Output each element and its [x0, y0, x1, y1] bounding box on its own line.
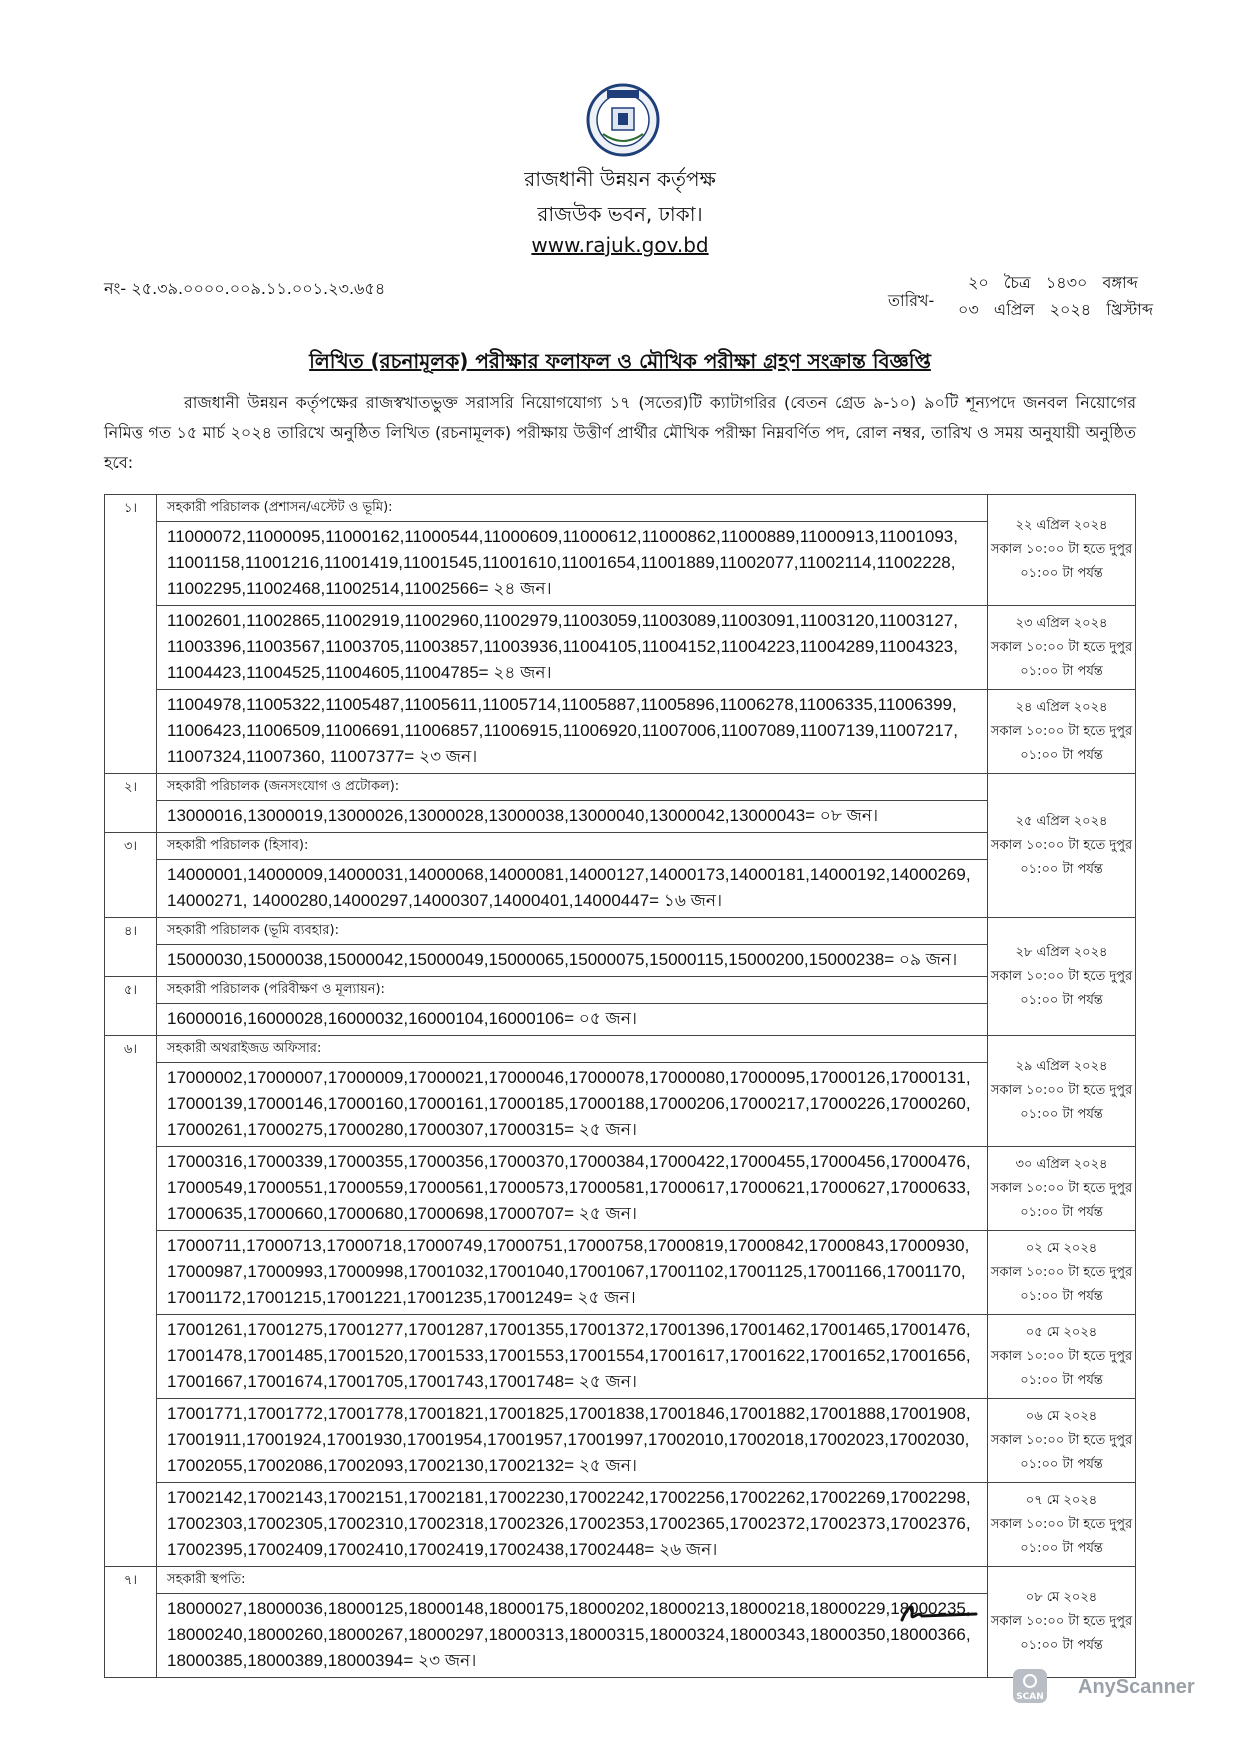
org-name: রাজধানী উন্নয়ন কর্তৃপক্ষ [524, 167, 716, 191]
roll-numbers: 14000001,14000009,14000031,14000068,14000081,14000127,14000173,14000181,14000192,14000269, 14000271, 14000280,14000297,14000307,14000401,14000447= ১৬ জন। [167, 865, 971, 910]
rajuk-logo-icon [585, 82, 661, 158]
schedule-cell: ০৬ মে ২০২৪ সকাল ১০:০০ টা হতে দুপুর ০১:০০ টা পর্যন্ত [988, 1399, 1136, 1483]
roll-cell [157, 1147, 988, 1231]
roll-numbers: 17001771,17001772,17001778,17001821,17001825,17001838,17001846,17001882,17001888,17001908, 17001911,17001924,17001930,17001954,17001957,17001997,17002010,17002018,17002023,17002030, 17002055,17002086,17002093,17002130,17002132= ২৫ জন। [167, 1404, 971, 1475]
post-name: সহকারী পরিচালক (প্রশাসন/এস্টেট ও ভূমি): [157, 495, 987, 522]
roll-cell [157, 833, 988, 918]
roll-cell [157, 977, 988, 1036]
table-row [105, 1231, 1136, 1315]
table-row [105, 1315, 1136, 1399]
roll-numbers: 17000002,17000007,17000009,17000021,17000046,17000078,17000080,17000095,17000126,17000131, 17000139,17000146,17000160,17000161,17000185,17000188,17000206,17000217,17000226,17000260, 17000261,17000275,17000280,17000307,17000315= ২৫ জন। [167, 1068, 971, 1139]
serial-number: ৬। [105, 1036, 157, 1567]
table-row [105, 833, 1136, 918]
roll-cell [157, 1399, 988, 1483]
date-label: তারিখ- [888, 291, 935, 310]
roll-numbers: 13000016,13000019,13000026,13000028,13000038,13000040,13000042,13000043= ০৮ জন। [167, 806, 879, 825]
scanner-app-watermark: AnyScanner [1078, 1676, 1195, 1698]
schedule-cell: ২৫ এপ্রিল ২০২৪ সকাল ১০:০০ টা হতে দুপুর ০১:০০ টা পর্যন্ত [988, 774, 1136, 918]
roll-cell [157, 1231, 988, 1315]
table-row [105, 1147, 1136, 1231]
viva-schedule-table [104, 494, 1136, 1678]
serial-number: ৩। [105, 833, 157, 918]
roll-numbers: 17000711,17000713,17000718,17000749,17000751,17000758,17000819,17000842,17000843,17000930, 17000987,17000993,17000998,17001032,17001040,17001067,17001102,17001125,17001166,17001170, 17001172,17001215,17001221,17001235,17001249= ২৫ জন। [167, 1236, 970, 1307]
roll-numbers: 11002601,11002865,11002919,11002960,11002979,11003059,11003089,11003091,11003120,11003127, 11003396,11003567,11003705,11003857,11003936,11004105,11004152,11004223,11004289,11004323, 11004423,11004525,11004605,11004785= ২৪ জন। [167, 611, 958, 682]
schedule-cell: ০৫ মে ২০২৪ সকাল ১০:০০ টা হতে দুপুর ০১:০০ টা পর্যন্ত [988, 1315, 1136, 1399]
scan-badge-icon [1012, 1668, 1048, 1704]
roll-numbers: 18000027,18000036,18000125,18000148,18000175,18000202,18000213,18000218,18000229,18000235, 18000240,18000260,18000267,18000297,18000313,18000315,18000324,18000343,18000350,18000366, 18000385,18000389,18000394= ২৩ জন। [167, 1599, 971, 1670]
roll-numbers: 11004978,11005322,11005487,11005611,11005714,11005887,11005896,11006278,11006335,11006399, 11006423,11006509,11006691,11006857,11006915,11006920,11007006,11007089,11007139,11007217, 11007324,11007360, 11007377= ২৩ জন। [167, 695, 958, 766]
notice-intro: রাজধানী উন্নয়ন কর্তৃপক্ষের রাজস্বখাতভুক্ত সরাসরি নিয়োগযোগ্য ১৭ (সতের)টি ক্যাটাগরির (বেতন গ্রেড ৯-১০) ৯০টি শূন্যপদে জনবল নিয়োগের নিমিত্ত গত ১৫ মার্চ ২০২৪ তারিখে অনুষ্ঠিত লিখিত (রচনামূলক) পরীক্ষায় উত্তীর্ণ প্রার্থীর মৌখিক পরীক্ষা নিম্নবর্ণিত পদ, রোল নম্বর, তারিখ ও সময় অনুযায়ী অনুষ্ঠিত হবে: [104, 393, 1136, 472]
serial-number: ৪। [105, 918, 157, 977]
roll-cell [157, 495, 988, 606]
table-row [105, 606, 1136, 690]
table-row [105, 1483, 1136, 1567]
post-name: সহকারী অথরাইজড অফিসার: [157, 1036, 987, 1063]
table-row [105, 774, 1136, 833]
roll-numbers: 17000316,17000339,17000355,17000356,17000370,17000384,17000422,17000455,17000456,17000476, 17000549,17000551,17000559,17000561,17000573,17000581,17000617,17000621,17000627,17000633, 17000635,17000660,17000680,17000698,17000707= ২৫ জন। [167, 1152, 971, 1223]
table-row [105, 690, 1136, 774]
post-name: সহকারী পরিচালক (হিসাব): [157, 833, 987, 860]
roll-cell [157, 918, 988, 977]
post-name: সহকারী স্থপতি: [157, 1567, 987, 1594]
roll-cell [157, 1315, 988, 1399]
roll-numbers: 17002142,17002143,17002151,17002181,17002230,17002242,17002256,17002262,17002269,17002298, 17002303,17002305,17002310,17002318,17002326,17002353,17002365,17002372,17002373,17002376, 17002395,17002409,17002410,17002419,17002438,17002448= ২৬ জন। [167, 1488, 971, 1559]
roll-cell [157, 774, 988, 833]
roll-cell [157, 606, 988, 690]
roll-cell [157, 1036, 988, 1147]
schedule-cell: ২৮ এপ্রিল ২০২৪ সকাল ১০:০০ টা হতে দুপুর ০১:০০ টা পর্যন্ত [988, 918, 1136, 1036]
table-row [105, 495, 1136, 606]
table-row [105, 1399, 1136, 1483]
date-bangla: ২০ চৈত্র ১৪৩০ বঙ্গাব্দ [968, 273, 1138, 292]
roll-cell [157, 1567, 988, 1678]
schedule-cell: ০৮ মে ২০২৪ সকাল ১০:০০ টা হতে দুপুর ০১:০০ টা পর্যন্ত [988, 1567, 1136, 1678]
roll-numbers: 16000016,16000028,16000032,16000104,16000106= ০৫ জন। [167, 1009, 637, 1028]
org-website[interactable]: www.rajuk.gov.bd [531, 233, 709, 257]
serial-number: ২। [105, 774, 157, 833]
date-english: ০৩ এপ্রিল ২০২৪ খ্রিস্টাব্দ [958, 300, 1154, 319]
post-name: সহকারী পরিচালক (ভূমি ব্যবহার): [157, 918, 987, 945]
schedule-cell: ২৪ এপ্রিল ২০২৪ সকাল ১০:০০ টা হতে দুপুর ০১:০০ টা পর্যন্ত [988, 690, 1136, 774]
serial-number: ১। [105, 495, 157, 774]
serial-number: ৭। [105, 1567, 157, 1678]
roll-numbers: 11000072,11000095,11000162,11000544,11000609,11000612,11000862,11000889,11000913,11001093, 11001158,11001216,11001419,11001545,11001610,11001654,11001889,11002077,11002114,11002228, 11002295,11002468,11002514,11002566= ২৪ জন। [167, 527, 958, 598]
table-row [105, 1567, 1136, 1678]
schedule-cell: ০২ মে ২০২৪ সকাল ১০:০০ টা হতে দুপুর ০১:০০ টা পর্যন্ত [988, 1231, 1136, 1315]
org-address: রাজউক ভবন, ঢাকা। [537, 202, 703, 226]
table-row [105, 977, 1136, 1036]
schedule-cell: ০৭ মে ২০২৪ সকাল ১০:০০ টা হতে দুপুর ০১:০০ টা পর্যন্ত [988, 1483, 1136, 1567]
schedule-cell: ২২ এপ্রিল ২০২৪ সকাল ১০:০০ টা হতে দুপুর ০১:০০ টা পর্যন্ত [988, 495, 1136, 606]
roll-numbers: 15000030,15000038,15000042,15000049,15000065,15000075,15000115,15000200,15000238= ০৯ জন। [167, 950, 958, 969]
post-name: সহকারী পরিচালক (পরিবীক্ষণ ও মূল্যায়ন): [157, 977, 987, 1004]
roll-cell [157, 690, 988, 774]
serial-number: ৫। [105, 977, 157, 1036]
schedule-cell: ২৩ এপ্রিল ২০২৪ সকাল ১০:০০ টা হতে দুপুর ০১:০০ টা পর্যন্ত [988, 606, 1136, 690]
notice-title: লিখিত (রচনামূলক) পরীক্ষার ফলাফল ও মৌখিক পরীক্ষা গ্রহণ সংক্রান্ত বিজ্ঞপ্তি [309, 349, 931, 373]
signature-icon [898, 1598, 978, 1628]
memo-number: নং- ২৫.৩৯.০০০০.০০৯.১১.০০১.২৩.৬৫৪ [104, 279, 386, 298]
table-row [105, 918, 1136, 977]
roll-cell [157, 1483, 988, 1567]
svg-text:SCAN: SCAN [1016, 1692, 1044, 1702]
schedule-cell: ৩০ এপ্রিল ২০২৪ সকাল ১০:০০ টা হতে দুপুর ০১:০০ টা পর্যন্ত [988, 1147, 1136, 1231]
schedule-cell: ২৯ এপ্রিল ২০২৪ সকাল ১০:০০ টা হতে দুপুর ০১:০০ টা পর্যন্ত [988, 1036, 1136, 1147]
post-name: সহকারী পরিচালক (জনসংযোগ ও প্রটোকল): [157, 774, 987, 801]
table-row [105, 1036, 1136, 1147]
roll-numbers: 17001261,17001275,17001277,17001287,17001355,17001372,17001396,17001462,17001465,17001476, 17001478,17001485,17001520,17001533,17001553,17001554,17001617,17001622,17001652,17001656, 17001667,17001674,17001705,17001743,17001748= ২৫ জন। [167, 1320, 971, 1391]
